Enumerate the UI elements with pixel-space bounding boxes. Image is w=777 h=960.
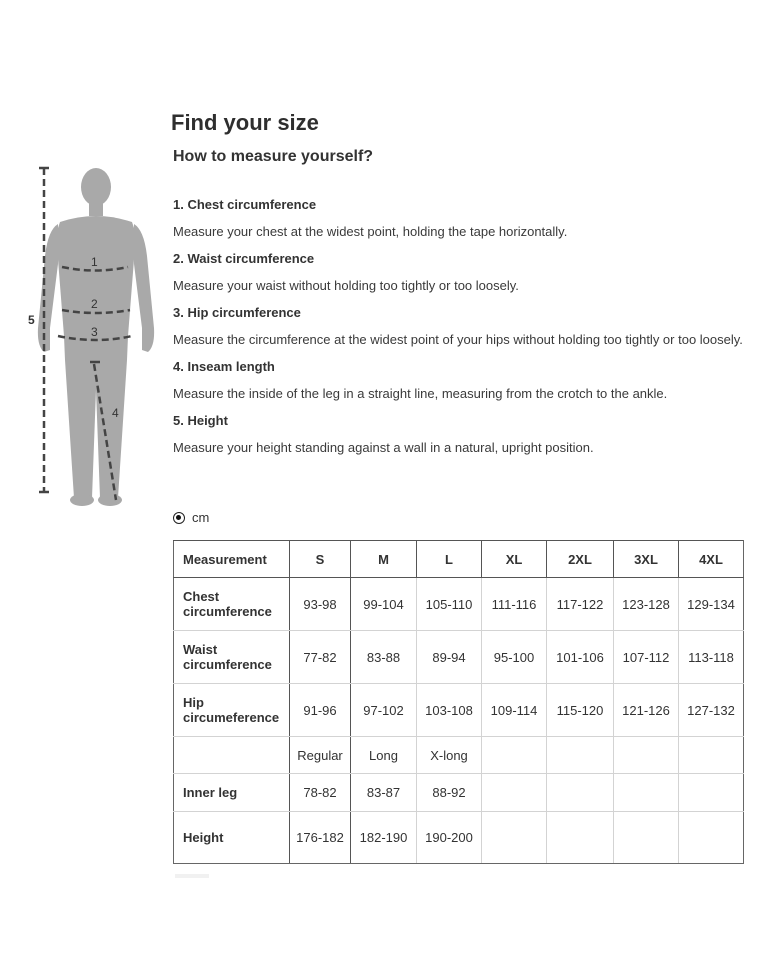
table-row: [174, 774, 744, 812]
table-cell: [679, 737, 744, 774]
table-cell: 101-106: [547, 631, 614, 684]
header-size-l: L: [417, 541, 482, 578]
row-label: [174, 737, 290, 774]
figure-label-4: 4: [112, 406, 119, 420]
header-size-s: S: [290, 541, 351, 578]
header-size-m: M: [351, 541, 417, 578]
table-cell: Regular: [290, 737, 351, 774]
step-text: Measure your waist without holding too tightly or too loosely.: [173, 278, 519, 293]
table-cell: 97-102: [351, 684, 417, 737]
table-cell: X-long: [417, 737, 482, 774]
table-cell: 123-128: [614, 578, 679, 631]
figure-label-5: 5: [28, 313, 35, 327]
table-row: [174, 578, 744, 631]
step-text: Measure your height standing against a wall in a natural, upright position.: [173, 440, 594, 455]
table-cell: [614, 737, 679, 774]
table-row: [174, 684, 744, 737]
table-cell: [679, 774, 744, 812]
table-cell: 105-110: [417, 578, 482, 631]
unit-radio-button[interactable]: [173, 512, 185, 524]
unit-label: cm: [192, 510, 210, 525]
table-cell: 77-82: [290, 631, 351, 684]
table-cell: 91-96: [290, 684, 351, 737]
row-label: Height: [174, 812, 290, 864]
table-row: [174, 812, 744, 864]
row-label: Inner leg: [174, 774, 290, 812]
step-text: Measure the inside of the leg in a straight line, measuring from the crotch to the ankle.: [173, 386, 668, 401]
header-size-2xl: 2XL: [547, 541, 614, 578]
table-cell: 115-120: [547, 684, 614, 737]
table-cell: 121-126: [614, 684, 679, 737]
header-size-xl: XL: [482, 541, 547, 578]
table-row: [174, 631, 744, 684]
table-cell: 176-182: [290, 812, 351, 864]
table-cell: 93-98: [290, 578, 351, 631]
row-label: Waist circumference: [174, 631, 290, 684]
table-cell: [614, 774, 679, 812]
page-subtitle: How to measure yourself?: [173, 148, 374, 165]
table-cell: 83-88: [351, 631, 417, 684]
measurement-steps: [173, 196, 753, 466]
table-cell: 129-134: [679, 578, 744, 631]
table-cell: 88-92: [417, 774, 482, 812]
table-cell: [679, 812, 744, 864]
body-measurement-figure: [24, 160, 159, 512]
table-cell: [482, 812, 547, 864]
figure-label-2: 2: [91, 297, 98, 311]
page-title: Find your size: [171, 110, 319, 135]
table-header-row: [174, 541, 744, 578]
header-size-3xl: 3XL: [614, 541, 679, 578]
table-cell: 117-122: [547, 578, 614, 631]
table-cell: 190-200: [417, 812, 482, 864]
table-cell: 182-190: [351, 812, 417, 864]
table-cell: [547, 774, 614, 812]
header-size-4xl: 4XL: [679, 541, 744, 578]
row-label: Chest circumference: [174, 578, 290, 631]
table-cell: [547, 812, 614, 864]
table-cell: 109-114: [482, 684, 547, 737]
table-cell: 95-100: [482, 631, 547, 684]
header-measurement: Measurement: [174, 541, 290, 578]
table-cell: [482, 774, 547, 812]
unit-option-cm[interactable]: [173, 510, 209, 525]
step-text: Measure the circumference at the widest point of your hips without holding too tightly or too loosely.: [173, 332, 743, 347]
step-heading: 4. Inseam length: [173, 359, 275, 374]
table-row: [174, 737, 744, 774]
step-text: Measure your chest at the widest point, holding the tape horizontally.: [173, 224, 568, 239]
table-cell: 103-108: [417, 684, 482, 737]
step-heading: 2. Waist circumference: [173, 251, 315, 266]
table-cell: 111-116: [482, 578, 547, 631]
table-cell: 83-87: [351, 774, 417, 812]
table-cell: Long: [351, 737, 417, 774]
figure-label-1: 1: [91, 255, 98, 269]
table-cell: [547, 737, 614, 774]
table-cell: 89-94: [417, 631, 482, 684]
faint-divider: [175, 874, 209, 878]
figure-label-3: 3: [91, 325, 98, 339]
size-table: [173, 540, 744, 864]
table-cell: 127-132: [679, 684, 744, 737]
step-heading: 1. Chest circumference: [173, 197, 317, 212]
table-cell: [482, 737, 547, 774]
step-heading: 3. Hip circumference: [173, 305, 301, 320]
table-cell: 107-112: [614, 631, 679, 684]
table-cell: 113-118: [679, 631, 744, 684]
table-cell: [614, 812, 679, 864]
row-label: Hip circumeference: [174, 684, 290, 737]
table-cell: 99-104: [351, 578, 417, 631]
table-cell: 78-82: [290, 774, 351, 812]
step-heading: 5. Height: [173, 413, 228, 428]
